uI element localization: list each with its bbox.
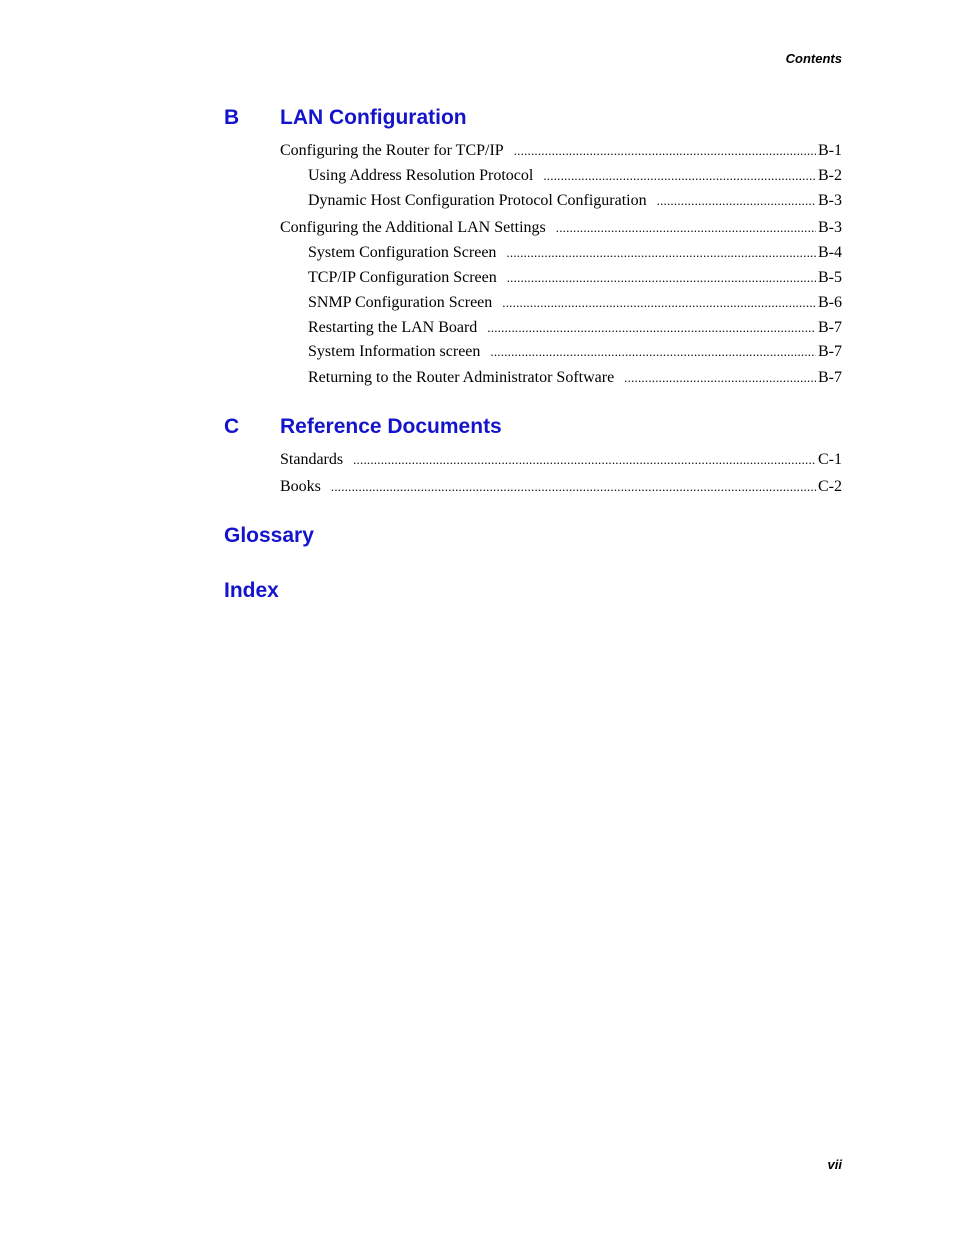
chapter-heading-b[interactable] [224,106,842,136]
dot-leader [556,217,816,239]
toc-entry[interactable] [308,190,842,212]
chapter-title: Glossary [224,524,314,547]
toc-entry-page: B-5 [818,269,842,286]
toc-entry-title: Configuring the Router for TCP/IP [280,142,504,159]
toc-entry-title: Restarting the LAN Board [308,319,478,336]
toc-entry-title: System Information screen [308,343,481,360]
dot-leader [657,190,816,212]
chapter-heading-c[interactable] [224,415,842,445]
dot-leader [507,267,816,289]
toc-entry-page: B-3 [818,219,842,236]
toc-entry-page: C-2 [818,478,842,495]
toc-entry-page: B-2 [818,167,842,184]
toc-entry-title: Using Address Resolution Protocol [308,167,534,184]
toc-entry-page: B-4 [818,244,842,261]
toc-entry[interactable] [280,217,842,239]
toc-entry[interactable] [280,140,842,162]
toc-entry[interactable] [308,317,842,339]
dot-leader [353,449,816,471]
toc-entry-title: Standards [280,451,344,468]
chapter-letter: C [224,415,240,438]
chapter-letter: B [224,106,240,129]
chapter-title: Index [224,579,279,602]
chapter-heading-index[interactable] [224,579,842,609]
toc-entry-title: Dynamic Host Configuration Protocol Configuration [308,192,647,209]
dot-leader [502,292,816,314]
toc-entry[interactable] [280,476,842,498]
dot-leader [487,317,816,339]
dot-leader [624,367,816,389]
toc-entry[interactable] [308,367,842,389]
toc-entry[interactable] [308,267,842,289]
toc-entry-title: TCP/IP Configuration Screen [308,269,497,286]
toc-entry-page: B-1 [818,142,842,159]
chapter-title: LAN Configuration [280,106,467,129]
toc-entry[interactable] [280,449,842,471]
chapter-heading-glossary[interactable] [224,524,842,554]
dot-leader [490,341,816,363]
dot-leader [543,165,816,187]
toc-entry-title: Configuring the Additional LAN Settings [280,219,546,236]
toc-entry-page: B-7 [818,369,842,386]
toc-entry-title: Returning to the Router Administrator Software [308,369,615,386]
toc-entry-page: B-6 [818,294,842,311]
toc-entry[interactable] [308,292,842,314]
dot-leader [514,140,816,162]
dot-leader [506,242,816,264]
toc-entry-title: SNMP Configuration Screen [308,294,493,311]
toc-entry-title: System Configuration Screen [308,244,497,261]
running-head: Contents [785,51,842,66]
toc-entry-page: B-3 [818,192,842,209]
toc-entry-title: Books [280,478,321,495]
toc-entry[interactable] [308,341,842,363]
toc-entry-page: C-1 [818,451,842,468]
toc-entry[interactable] [308,242,842,264]
toc-entry-page: B-7 [818,319,842,336]
toc-entry[interactable] [308,165,842,187]
dot-leader [331,476,816,498]
toc-entry-page: B-7 [818,343,842,360]
page-number: vii [827,1157,842,1172]
chapter-title: Reference Documents [280,415,502,438]
